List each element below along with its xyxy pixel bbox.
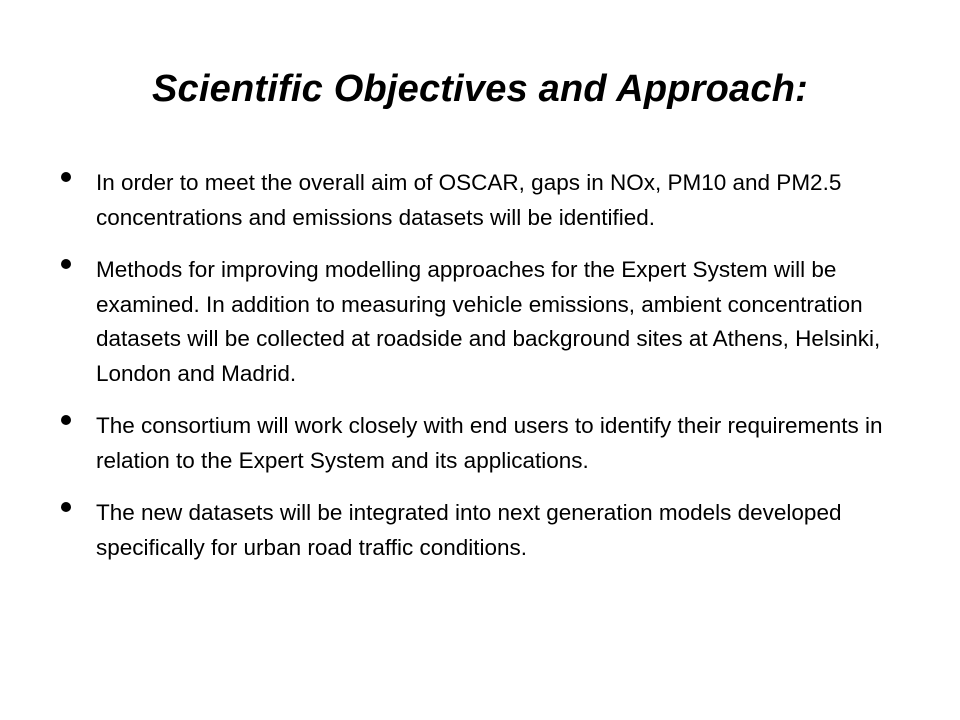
- bullet-item-1: [56, 166, 916, 235]
- bullet-dot-icon: [61, 415, 71, 425]
- bullet-dot-icon: [61, 259, 71, 269]
- bullet-item-4: [56, 496, 916, 565]
- bullet-item-3: [56, 409, 916, 478]
- slide-title: Scientific Objectives and Approach:: [152, 68, 808, 110]
- bullet-text: The new datasets will be integrated into next generation models developed specifically for urban road traffic conditions.: [96, 500, 842, 560]
- bullet-list: [56, 166, 916, 583]
- bullet-text: Methods for improving modelling approaches for the Expert System will be examined. In addition to measuring vehicle emissions, ambient concentration datasets will be collected at roadside and background sites at Athens, Helsinki, London and Madrid.: [96, 257, 881, 386]
- bullet-dot-icon: [61, 172, 71, 182]
- bullet-text: The consortium will work closely with end users to identify their requirements in relation to the Expert System and its applications.: [96, 413, 883, 473]
- bullet-dot-icon: [61, 502, 71, 512]
- bullet-item-2: [56, 253, 916, 391]
- bullet-text: In order to meet the overall aim of OSCAR, gaps in NOx, PM10 and PM2.5 concentrations and emissions datasets will be identified.: [96, 170, 842, 230]
